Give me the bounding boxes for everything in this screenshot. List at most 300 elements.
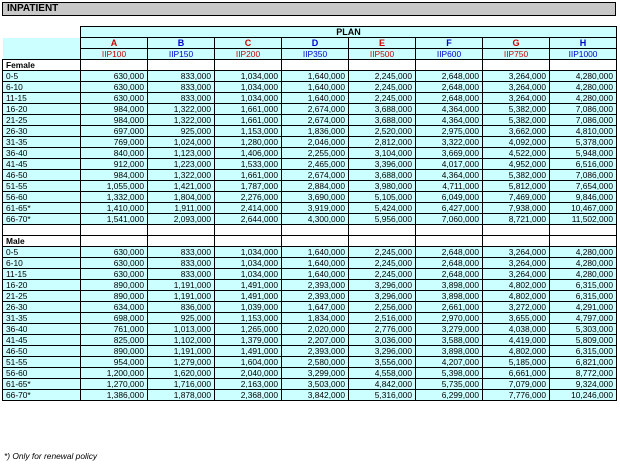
premium-cell: 7,086,000 — [550, 170, 617, 181]
empty-cell — [349, 236, 416, 247]
premium-cell: 2,207,000 — [282, 335, 349, 346]
premium-cell: 2,245,000 — [349, 247, 416, 258]
premium-cell: 925,000 — [148, 126, 215, 137]
premium-cell: 3,279,000 — [416, 324, 483, 335]
premium-cell: 4,952,000 — [483, 159, 550, 170]
table-row — [3, 159, 617, 170]
premium-cell: 2,393,000 — [282, 280, 349, 291]
plan-code: IIP100 — [81, 49, 148, 60]
age-band-cell: 21-25 — [3, 115, 81, 126]
empty-cell — [148, 60, 215, 71]
premium-cell: 4,802,000 — [483, 291, 550, 302]
age-band-cell: 6-10 — [3, 82, 81, 93]
age-band-cell: 16-20 — [3, 104, 81, 115]
premium-cell: 1,541,000 — [81, 214, 148, 225]
premium-cell: 1,013,000 — [148, 324, 215, 335]
age-band-cell: 11-15 — [3, 93, 81, 104]
premium-cell: 4,280,000 — [550, 247, 617, 258]
premium-cell: 2,520,000 — [349, 126, 416, 137]
table-body — [3, 60, 617, 401]
premium-cell: 1,491,000 — [215, 291, 282, 302]
premium-cell: 3,556,000 — [349, 357, 416, 368]
premium-cell: 1,787,000 — [215, 181, 282, 192]
premium-cell: 1,322,000 — [148, 170, 215, 181]
premium-cell: 1,055,000 — [81, 181, 148, 192]
premium-cell: 630,000 — [81, 71, 148, 82]
premium-cell: 1,034,000 — [215, 71, 282, 82]
age-band-cell: 66-70* — [3, 214, 81, 225]
premium-cell: 833,000 — [148, 82, 215, 93]
age-band-cell: 41-45 — [3, 159, 81, 170]
premium-cell: 697,000 — [81, 126, 148, 137]
premium-cell: 2,093,000 — [148, 214, 215, 225]
premium-cell: 1,406,000 — [215, 148, 282, 159]
age-band-cell: 0-5 — [3, 247, 81, 258]
premium-cell: 1,265,000 — [215, 324, 282, 335]
premium-cell: 4,364,000 — [416, 104, 483, 115]
empty-cell — [483, 236, 550, 247]
premium-cell: 890,000 — [81, 280, 148, 291]
table-row — [3, 247, 617, 258]
premium-cell: 2,884,000 — [282, 181, 349, 192]
premium-cell: 630,000 — [81, 258, 148, 269]
age-band-cell: 46-50 — [3, 170, 81, 181]
premium-cell: 3,322,000 — [416, 137, 483, 148]
premium-cell: 2,040,000 — [215, 368, 282, 379]
premium-cell: 912,000 — [81, 159, 148, 170]
premium-cell: 5,948,000 — [550, 148, 617, 159]
premium-cell: 4,280,000 — [550, 82, 617, 93]
empty-cell — [349, 225, 416, 236]
premium-cell: 3,662,000 — [483, 126, 550, 137]
empty-cell — [550, 225, 617, 236]
table-row — [3, 357, 617, 368]
premium-cell: 1,102,000 — [148, 335, 215, 346]
premium-cell: 2,648,000 — [416, 258, 483, 269]
premium-cell: 3,264,000 — [483, 247, 550, 258]
premium-cell: 3,296,000 — [349, 291, 416, 302]
premium-cell: 10,246,000 — [550, 390, 617, 401]
premium-cell: 4,280,000 — [550, 71, 617, 82]
premium-cell: 1,491,000 — [215, 346, 282, 357]
age-band-cell: 51-55 — [3, 181, 81, 192]
premium-cell: 3,688,000 — [349, 170, 416, 181]
premium-cell: 3,919,000 — [282, 203, 349, 214]
premium-cell: 5,185,000 — [483, 357, 550, 368]
premium-cell: 833,000 — [148, 258, 215, 269]
premium-cell: 630,000 — [81, 269, 148, 280]
premium-cell: 1,804,000 — [148, 192, 215, 203]
premium-cell: 6,315,000 — [550, 280, 617, 291]
plan-code-row — [3, 49, 617, 60]
premium-cell: 836,000 — [148, 302, 215, 313]
premium-cell: 7,079,000 — [483, 379, 550, 390]
premium-cell: 2,245,000 — [349, 82, 416, 93]
premium-cell: 3,669,000 — [416, 148, 483, 159]
premium-cell: 1,280,000 — [215, 137, 282, 148]
plan-letter: G — [483, 38, 550, 49]
premium-cell: 2,245,000 — [349, 71, 416, 82]
premium-cell: 5,812,000 — [483, 181, 550, 192]
empty-cell — [416, 225, 483, 236]
premium-cell: 3,264,000 — [483, 71, 550, 82]
age-band-cell: 61-65* — [3, 379, 81, 390]
premium-cell: 5,382,000 — [483, 104, 550, 115]
premium-cell: 6,427,000 — [416, 203, 483, 214]
age-band-cell: 36-40 — [3, 324, 81, 335]
plan-code: IIP600 — [416, 49, 483, 60]
premium-cell: 2,648,000 — [416, 93, 483, 104]
premium-cell: 6,315,000 — [550, 346, 617, 357]
premium-cell: 1,322,000 — [148, 115, 215, 126]
premium-cell: 2,580,000 — [282, 357, 349, 368]
table-row — [3, 126, 617, 137]
premium-cell: 3,036,000 — [349, 335, 416, 346]
plan-code: IIP350 — [282, 49, 349, 60]
premium-cell: 3,688,000 — [349, 104, 416, 115]
premium-cell: 7,469,000 — [483, 192, 550, 203]
premium-cell: 5,303,000 — [550, 324, 617, 335]
table-row — [3, 71, 617, 82]
premium-cell: 1,836,000 — [282, 126, 349, 137]
premium-cell: 1,834,000 — [282, 313, 349, 324]
premium-cell: 1,604,000 — [215, 357, 282, 368]
age-band-cell: 21-25 — [3, 291, 81, 302]
premium-cell: 3,898,000 — [416, 346, 483, 357]
premium-cell: 5,735,000 — [416, 379, 483, 390]
premium-cell: 634,000 — [81, 302, 148, 313]
premium-cell: 7,938,000 — [483, 203, 550, 214]
premium-cell: 4,711,000 — [416, 181, 483, 192]
age-band-cell: 26-30 — [3, 302, 81, 313]
premium-cell: 3,104,000 — [349, 148, 416, 159]
age-band-cell: 0-5 — [3, 71, 81, 82]
premium-cell: 4,364,000 — [416, 170, 483, 181]
premium-cell: 3,980,000 — [349, 181, 416, 192]
plan-code: IIP200 — [215, 49, 282, 60]
premium-cell: 1,661,000 — [215, 115, 282, 126]
section-header-row — [3, 236, 617, 247]
premium-cell: 1,640,000 — [282, 93, 349, 104]
age-band-cell: 61-65* — [3, 203, 81, 214]
premium-cell: 6,661,000 — [483, 368, 550, 379]
premium-cell: 4,364,000 — [416, 115, 483, 126]
empty-cell — [416, 60, 483, 71]
empty-cell — [282, 236, 349, 247]
empty-cell — [483, 225, 550, 236]
premium-cell: 4,207,000 — [416, 357, 483, 368]
premium-cell: 4,280,000 — [550, 93, 617, 104]
premium-cell: 1,191,000 — [148, 280, 215, 291]
premium-cell: 4,558,000 — [349, 368, 416, 379]
table-row — [3, 379, 617, 390]
plan-header-row — [3, 27, 617, 38]
plan-letter: A — [81, 38, 148, 49]
premium-cell: 2,393,000 — [282, 346, 349, 357]
empty-cell — [3, 225, 81, 236]
premium-cell: 4,291,000 — [550, 302, 617, 313]
premium-cell: 1,640,000 — [282, 258, 349, 269]
premium-cell: 5,382,000 — [483, 115, 550, 126]
premium-cell: 3,898,000 — [416, 291, 483, 302]
premium-cell: 4,280,000 — [550, 269, 617, 280]
premium-cell: 6,049,000 — [416, 192, 483, 203]
empty-cell — [81, 225, 148, 236]
premium-cell: 925,000 — [148, 313, 215, 324]
plan-letter: F — [416, 38, 483, 49]
premium-cell: 2,648,000 — [416, 71, 483, 82]
premium-cell: 4,092,000 — [483, 137, 550, 148]
premium-cell: 3,296,000 — [349, 346, 416, 357]
empty-cell — [148, 225, 215, 236]
premium-cell: 8,772,000 — [550, 368, 617, 379]
premium-cell: 1,322,000 — [148, 104, 215, 115]
plan-letter-row — [3, 38, 617, 49]
plan-letter: H — [550, 38, 617, 49]
premium-cell: 1,191,000 — [148, 346, 215, 357]
premium-cell: 5,378,000 — [550, 137, 617, 148]
premium-cell: 1,039,000 — [215, 302, 282, 313]
premium-cell: 1,640,000 — [282, 71, 349, 82]
premium-cell: 4,280,000 — [550, 258, 617, 269]
age-band-cell: 66-70* — [3, 390, 81, 401]
table-row — [3, 280, 617, 291]
premium-cell: 2,648,000 — [416, 247, 483, 258]
footnote: *) Only for renewal policy — [4, 451, 98, 461]
premium-cell: 3,842,000 — [282, 390, 349, 401]
age-band-cell: 31-35 — [3, 137, 81, 148]
premium-cell: 7,060,000 — [416, 214, 483, 225]
corner-blank — [3, 27, 81, 38]
empty-cell — [215, 225, 282, 236]
premium-cell: 1,034,000 — [215, 93, 282, 104]
premium-cell: 2,465,000 — [282, 159, 349, 170]
premium-cell: 1,386,000 — [81, 390, 148, 401]
premium-cell: 7,776,000 — [483, 390, 550, 401]
table-row — [3, 346, 617, 357]
premium-cell: 1,716,000 — [148, 379, 215, 390]
premium-cell: 769,000 — [81, 137, 148, 148]
table-row — [3, 390, 617, 401]
table-row — [3, 148, 617, 159]
table-row — [3, 291, 617, 302]
premium-cell: 1,421,000 — [148, 181, 215, 192]
age-band-cell: 46-50 — [3, 346, 81, 357]
plan-code: IIP150 — [148, 49, 215, 60]
premium-cell: 7,654,000 — [550, 181, 617, 192]
premium-cell: 3,503,000 — [282, 379, 349, 390]
table-row — [3, 324, 617, 335]
premium-cell: 1,034,000 — [215, 82, 282, 93]
premium-cell: 1,640,000 — [282, 269, 349, 280]
premium-cell: 9,324,000 — [550, 379, 617, 390]
spacer-row — [3, 225, 617, 236]
premium-cell: 4,797,000 — [550, 313, 617, 324]
empty-cell — [282, 225, 349, 236]
premium-cell: 2,046,000 — [282, 137, 349, 148]
premium-cell: 8,721,000 — [483, 214, 550, 225]
table-row — [3, 181, 617, 192]
premium-cell: 1,620,000 — [148, 368, 215, 379]
premium-cell: 1,640,000 — [282, 82, 349, 93]
premium-cell: 7,086,000 — [550, 115, 617, 126]
premium-cell: 2,674,000 — [282, 170, 349, 181]
premium-cell: 4,802,000 — [483, 280, 550, 291]
empty-cell — [416, 236, 483, 247]
table-row — [3, 302, 617, 313]
premium-cell: 1,279,000 — [148, 357, 215, 368]
premium-cell: 2,245,000 — [349, 93, 416, 104]
empty-cell — [349, 60, 416, 71]
premium-cell: 1,491,000 — [215, 280, 282, 291]
premium-cell: 2,163,000 — [215, 379, 282, 390]
premium-cell: 5,398,000 — [416, 368, 483, 379]
plan-code: IIP500 — [349, 49, 416, 60]
table-row — [3, 93, 617, 104]
premium-cell: 984,000 — [81, 170, 148, 181]
premium-cell: 5,424,000 — [349, 203, 416, 214]
table-row — [3, 269, 617, 280]
premium-cell: 1,911,000 — [148, 203, 215, 214]
empty-cell — [215, 60, 282, 71]
premium-cell: 6,299,000 — [416, 390, 483, 401]
premium-cell: 890,000 — [81, 291, 148, 302]
premium-cell: 10,467,000 — [550, 203, 617, 214]
premium-cell: 761,000 — [81, 324, 148, 335]
premium-cell: 840,000 — [81, 148, 148, 159]
table-row — [3, 192, 617, 203]
premium-cell: 4,522,000 — [483, 148, 550, 159]
premium-cell: 3,272,000 — [483, 302, 550, 313]
premium-cell: 4,810,000 — [550, 126, 617, 137]
premium-cell: 3,690,000 — [282, 192, 349, 203]
premium-cell: 1,661,000 — [215, 104, 282, 115]
premium-cell: 1,223,000 — [148, 159, 215, 170]
section-banner — [2, 2, 616, 16]
premium-cell: 2,812,000 — [349, 137, 416, 148]
plan-code: IIP1000 — [550, 49, 617, 60]
premium-cell: 6,821,000 — [550, 357, 617, 368]
premium-cell: 954,000 — [81, 357, 148, 368]
empty-cell — [81, 60, 148, 71]
premium-cell: 1,034,000 — [215, 247, 282, 258]
age-band-cell: 6-10 — [3, 258, 81, 269]
premium-cell: 1,332,000 — [81, 192, 148, 203]
corner-blank — [3, 49, 81, 60]
table-row — [3, 170, 617, 181]
premium-cell: 2,276,000 — [215, 192, 282, 203]
premium-cell: 7,086,000 — [550, 104, 617, 115]
premium-cell: 2,674,000 — [282, 104, 349, 115]
table-row — [3, 313, 617, 324]
premium-cell: 3,264,000 — [483, 269, 550, 280]
section-header-row — [3, 60, 617, 71]
premium-cell: 3,264,000 — [483, 93, 550, 104]
age-band-cell: 56-60 — [3, 192, 81, 203]
premium-cell: 6,315,000 — [550, 291, 617, 302]
premium-cell: 1,661,000 — [215, 170, 282, 181]
premium-cell: 11,502,000 — [550, 214, 617, 225]
premium-cell: 2,245,000 — [349, 258, 416, 269]
premium-cell: 2,674,000 — [282, 115, 349, 126]
empty-cell — [550, 236, 617, 247]
table-row — [3, 203, 617, 214]
premium-cell: 3,688,000 — [349, 115, 416, 126]
table-row — [3, 115, 617, 126]
premium-cell: 2,975,000 — [416, 126, 483, 137]
premium-cell: 2,648,000 — [416, 269, 483, 280]
premium-cell: 4,300,000 — [282, 214, 349, 225]
premium-cell: 2,020,000 — [282, 324, 349, 335]
plan-letter: E — [349, 38, 416, 49]
premium-cell: 5,105,000 — [349, 192, 416, 203]
premium-cell: 5,316,000 — [349, 390, 416, 401]
plan-letter: D — [282, 38, 349, 49]
plan-header: PLAN — [81, 27, 617, 38]
plan-letter: B — [148, 38, 215, 49]
premium-cell: 630,000 — [81, 93, 148, 104]
premium-cell: 4,038,000 — [483, 324, 550, 335]
age-band-cell: 11-15 — [3, 269, 81, 280]
premium-cell: 3,264,000 — [483, 82, 550, 93]
premium-cell: 825,000 — [81, 335, 148, 346]
plan-letter: C — [215, 38, 282, 49]
inpatient-premium-table — [2, 26, 617, 401]
section-label: Male — [3, 236, 81, 247]
banner-title: INPATIENT — [7, 3, 59, 14]
premium-cell: 833,000 — [148, 247, 215, 258]
premium-cell: 3,898,000 — [416, 280, 483, 291]
premium-cell: 3,588,000 — [416, 335, 483, 346]
table-row — [3, 368, 617, 379]
premium-cell: 2,648,000 — [416, 82, 483, 93]
premium-cell: 6,516,000 — [550, 159, 617, 170]
premium-cell: 2,414,000 — [215, 203, 282, 214]
premium-cell: 1,123,000 — [148, 148, 215, 159]
premium-cell: 833,000 — [148, 71, 215, 82]
premium-cell: 1,034,000 — [215, 258, 282, 269]
premium-cell: 5,809,000 — [550, 335, 617, 346]
age-band-cell: 26-30 — [3, 126, 81, 137]
plan-code: IIP750 — [483, 49, 550, 60]
premium-cell: 3,396,000 — [349, 159, 416, 170]
premium-cell: 698,000 — [81, 313, 148, 324]
premium-cell: 1,200,000 — [81, 368, 148, 379]
premium-cell: 5,382,000 — [483, 170, 550, 181]
corner-blank — [3, 38, 81, 49]
age-band-cell: 36-40 — [3, 148, 81, 159]
empty-cell — [215, 236, 282, 247]
premium-cell: 833,000 — [148, 269, 215, 280]
premium-cell: 1,153,000 — [215, 313, 282, 324]
premium-cell: 3,299,000 — [282, 368, 349, 379]
premium-cell: 2,661,000 — [416, 302, 483, 313]
premium-cell: 890,000 — [81, 346, 148, 357]
premium-cell: 4,017,000 — [416, 159, 483, 170]
premium-cell: 2,970,000 — [416, 313, 483, 324]
premium-cell: 4,802,000 — [483, 346, 550, 357]
premium-cell: 3,264,000 — [483, 258, 550, 269]
empty-cell — [483, 60, 550, 71]
age-band-cell: 16-20 — [3, 280, 81, 291]
premium-cell: 4,419,000 — [483, 335, 550, 346]
premium-cell: 984,000 — [81, 104, 148, 115]
premium-cell: 1,024,000 — [148, 137, 215, 148]
table-row — [3, 82, 617, 93]
empty-cell — [282, 60, 349, 71]
premium-cell: 2,255,000 — [282, 148, 349, 159]
premium-cell: 630,000 — [81, 82, 148, 93]
